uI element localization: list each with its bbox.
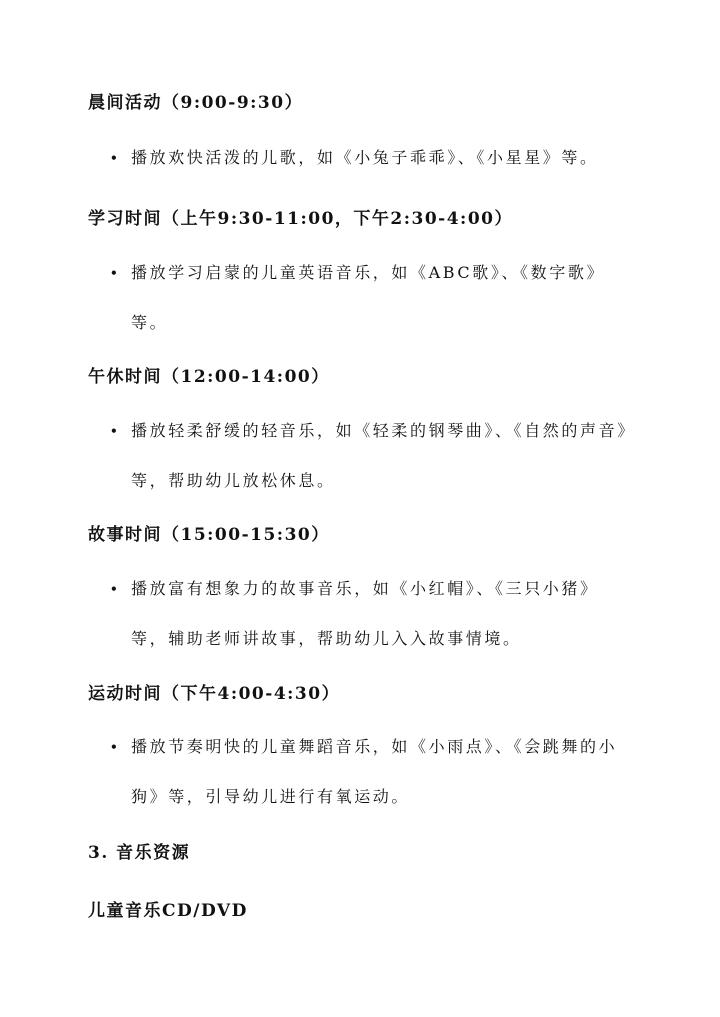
list-item-text: 播放学习启蒙的儿童英语音乐，如《ABC歌》、《数字歌》等。 <box>131 263 606 332</box>
section-heading-nap: 午休时间（12:00-14:00） <box>88 367 330 387</box>
section-heading-study: 学习时间（上午9:30-11:00，下午2:30-4:00） <box>88 209 513 229</box>
list-item-text: 播放轻柔舒缓的轻音乐，如《轻柔的钢琴曲》、《自然的声音》等，帮助幼儿放松休息。 <box>131 421 628 490</box>
bullet-icon: • <box>110 151 121 165</box>
list-item-study <box>110 248 635 348</box>
bullet-icon: • <box>110 740 121 754</box>
list-item-text: 播放节奏明快的儿童舞蹈音乐，如《小雨点》、《会跳舞的小狗》等，引导幼儿进行有氧运动。 <box>131 737 618 806</box>
list-item-morning <box>110 133 635 183</box>
section-heading-morning: 晨间活动（9:00-9:30） <box>88 93 304 113</box>
list-item-nap <box>110 406 635 506</box>
list-item-exercise <box>110 722 635 822</box>
bullet-icon: • <box>110 582 121 596</box>
subheading-children-music-cd: 儿童音乐CD/DVD <box>88 901 248 921</box>
section-heading-music-resources: 3. 音乐资源 <box>88 843 191 863</box>
bullet-icon: • <box>110 266 121 280</box>
section-heading-story: 故事时间（15:00-15:30） <box>88 525 330 545</box>
list-item-text: 播放富有想象力的故事音乐，如《小红帽》、《三只小猪》等，辅助老师讲故事，帮助幼儿入入故事情境。 <box>131 579 599 648</box>
list-item-text: 播放欢快活泼的儿歌，如《小兔子乖乖》、《小星星》等。 <box>131 148 599 167</box>
list-item-story <box>110 564 635 664</box>
bullet-icon: • <box>110 424 121 438</box>
section-heading-exercise: 运动时间（下午4:00-4:30） <box>88 684 341 704</box>
